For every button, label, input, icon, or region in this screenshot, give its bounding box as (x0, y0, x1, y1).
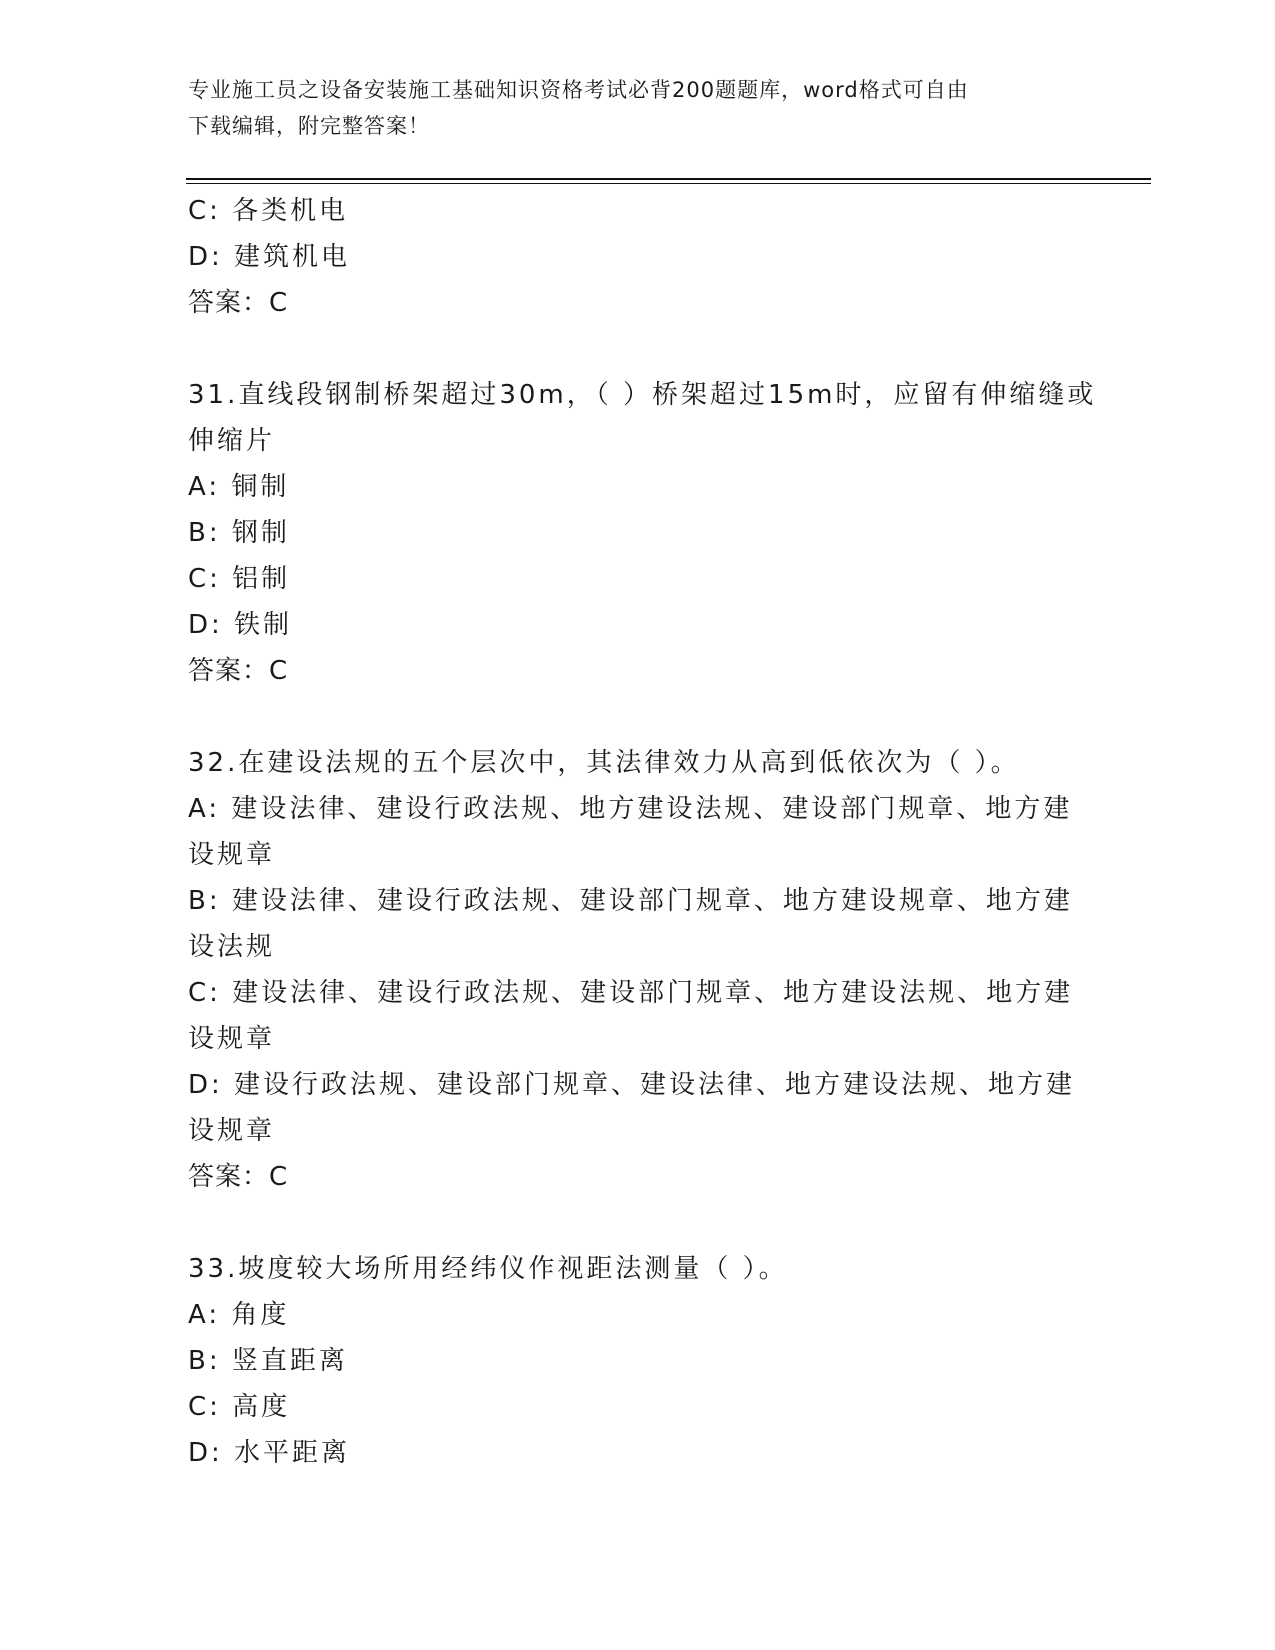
option-d: D: 铁制 (188, 610, 293, 640)
question-stem-cont: 伸缩片 (188, 426, 276, 456)
option-b: B: 竖直距离 (188, 1346, 348, 1376)
option-a: A: 铜制 (188, 472, 290, 502)
option-c: C: 高度 (188, 1392, 291, 1422)
question-31 (188, 372, 1097, 694)
question-32 (188, 740, 1088, 1200)
question-stem: 31.直线段钢制桥架超过30m，（ ）桥架超过15m时，应留有伸缩缝或 (188, 380, 1097, 410)
option-a: A: 建设法律、建设行政法规、地方建设法规、建设部门规章、地方建 (188, 794, 1073, 824)
question-30-tail (188, 188, 1088, 326)
option-a-cont: 设规章 (188, 840, 276, 870)
answer: 答案：C (188, 656, 289, 686)
header-line-1: 专业施工员之设备安装施工基础知识资格考试必背200题题库，word格式可自由 (188, 78, 969, 102)
option-d-cont: 设规章 (188, 1116, 276, 1146)
question-list (188, 188, 1097, 1476)
option-c: C: 建设法律、建设行政法规、建设部门规章、地方建设法规、地方建 (188, 978, 1074, 1008)
spacer (188, 1200, 1088, 1246)
header-line-2: 下载编辑，附完整答案！ (188, 114, 430, 138)
option-d: D: 建筑机电 (188, 242, 351, 272)
question-33 (188, 1246, 1088, 1476)
answer: 答案：C (188, 1162, 289, 1192)
option-b: B: 建设法律、建设行政法规、建设部门规章、地方建设规章、地方建 (188, 886, 1073, 916)
option-c-cont: 设规章 (188, 1024, 276, 1054)
option-c: C: 各类机电 (188, 196, 349, 226)
question-stem: 33.坡度较大场所用经纬仪作视距法测量（ ）。 (188, 1254, 788, 1284)
option-b: B: 钢制 (188, 518, 290, 548)
option-c: C: 铝制 (188, 564, 291, 594)
question-stem: 32.在建设法规的五个层次中，其法律效力从高到低依次为（ ）。 (188, 748, 1020, 778)
option-b-cont: 设法规 (188, 932, 276, 962)
answer: 答案：C (188, 288, 289, 318)
option-d: D: 水平距离 (188, 1438, 351, 1468)
header-rule-thin (186, 183, 1151, 184)
document-header (188, 72, 1088, 144)
header-rule-thick (186, 178, 1151, 180)
spacer (188, 326, 1088, 372)
spacer (188, 694, 1088, 740)
option-a: A: 角度 (188, 1300, 290, 1330)
option-d: D: 建设行政法规、建设部门规章、建设法律、地方建设法规、地方建 (188, 1070, 1076, 1100)
